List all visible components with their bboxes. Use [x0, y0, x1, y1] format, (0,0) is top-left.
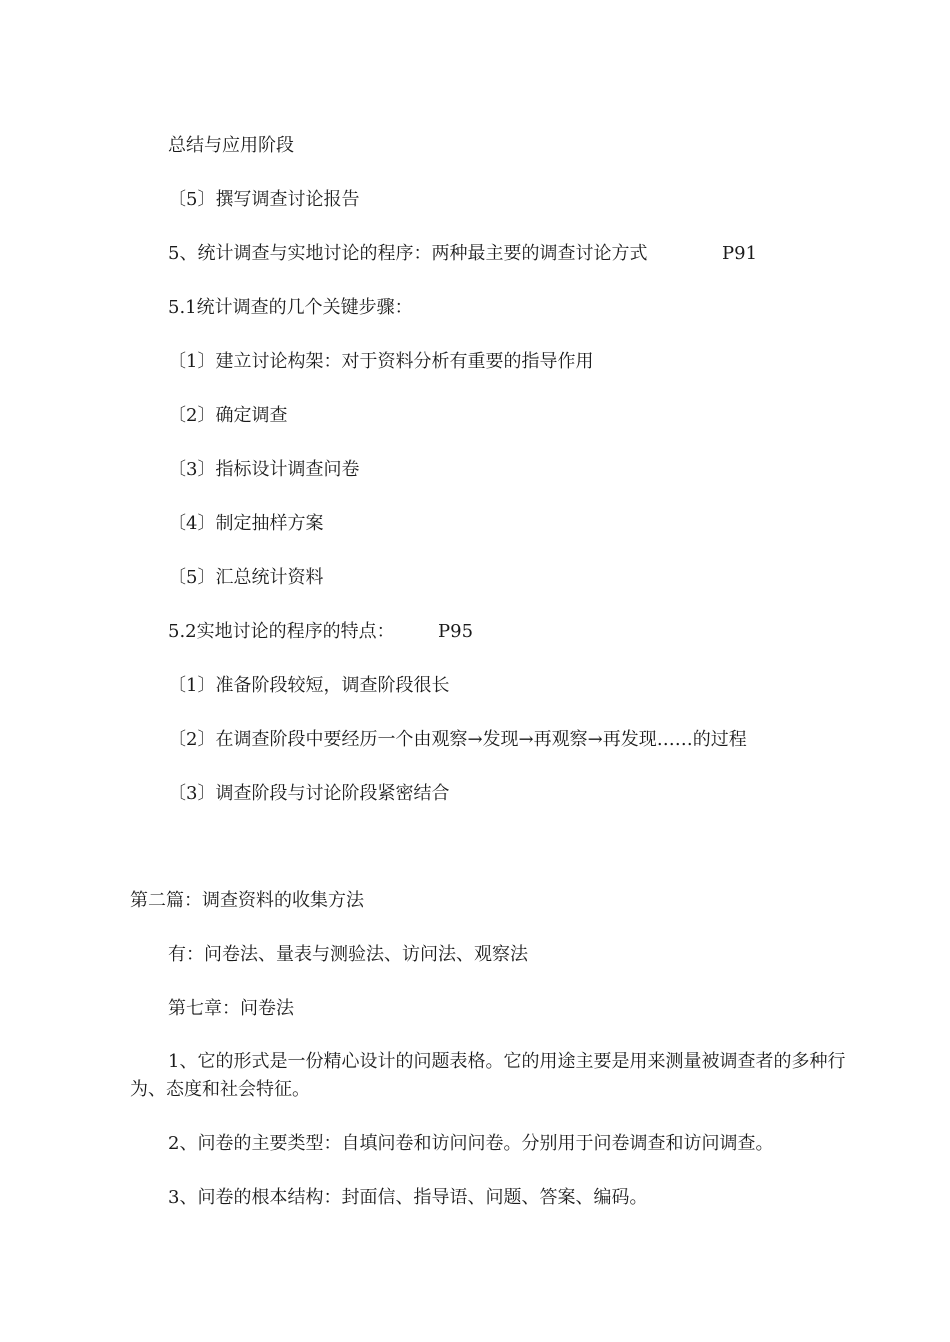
list-item: 〔1〕准备阶段较短，调查阶段很长	[168, 675, 450, 696]
numbered-heading: 5、统计调查与实地讨论的程序：两种最主要的调查讨论方式	[168, 243, 648, 264]
paragraph: 2、问卷的主要类型：自填问卷和访问问卷。分别用于问卷调查和访问调查。	[168, 1133, 774, 1154]
list-item: 〔2〕确定调查	[168, 405, 288, 426]
part-heading: 第二篇：调查资料的收集方法	[130, 890, 364, 911]
section-heading: 总结与应用阶段	[168, 135, 294, 156]
list-item: 〔4〕制定抽样方案	[168, 513, 324, 534]
page-reference: P91	[722, 243, 758, 264]
paragraph: 有：问卷法、量表与测验法、访问法、观察法	[168, 944, 528, 965]
subsection-heading: 5.2实地讨论的程序的特点：	[168, 621, 395, 642]
list-item: 〔3〕调查阶段与讨论阶段紧密结合	[168, 783, 450, 804]
list-item: 〔5〕撰写调查讨论报告	[168, 189, 360, 210]
paragraph: 1、它的形式是一份精心设计的问题表格。它的用途主要是用来测量被调查者的多种行为、态度和社会特征。	[130, 1051, 846, 1100]
list-item: 〔2〕在调查阶段中要经历一个由观察→发现→再观察→再发现……的过程	[168, 729, 747, 750]
chapter-heading: 第七章：问卷法	[168, 998, 294, 1019]
page-reference: P95	[438, 621, 474, 642]
list-item: 〔5〕汇总统计资料	[168, 567, 324, 588]
list-item: 〔1〕建立讨论构架：对于资料分析有重要的指导作用	[168, 351, 594, 372]
paragraph: 3、问卷的根本结构：封面信、指导语、问题、答案、编码。	[168, 1187, 648, 1208]
subsection-heading: 5.1统计调查的几个关键步骤：	[168, 297, 413, 318]
list-item: 〔3〕指标设计调查问卷	[168, 459, 360, 480]
